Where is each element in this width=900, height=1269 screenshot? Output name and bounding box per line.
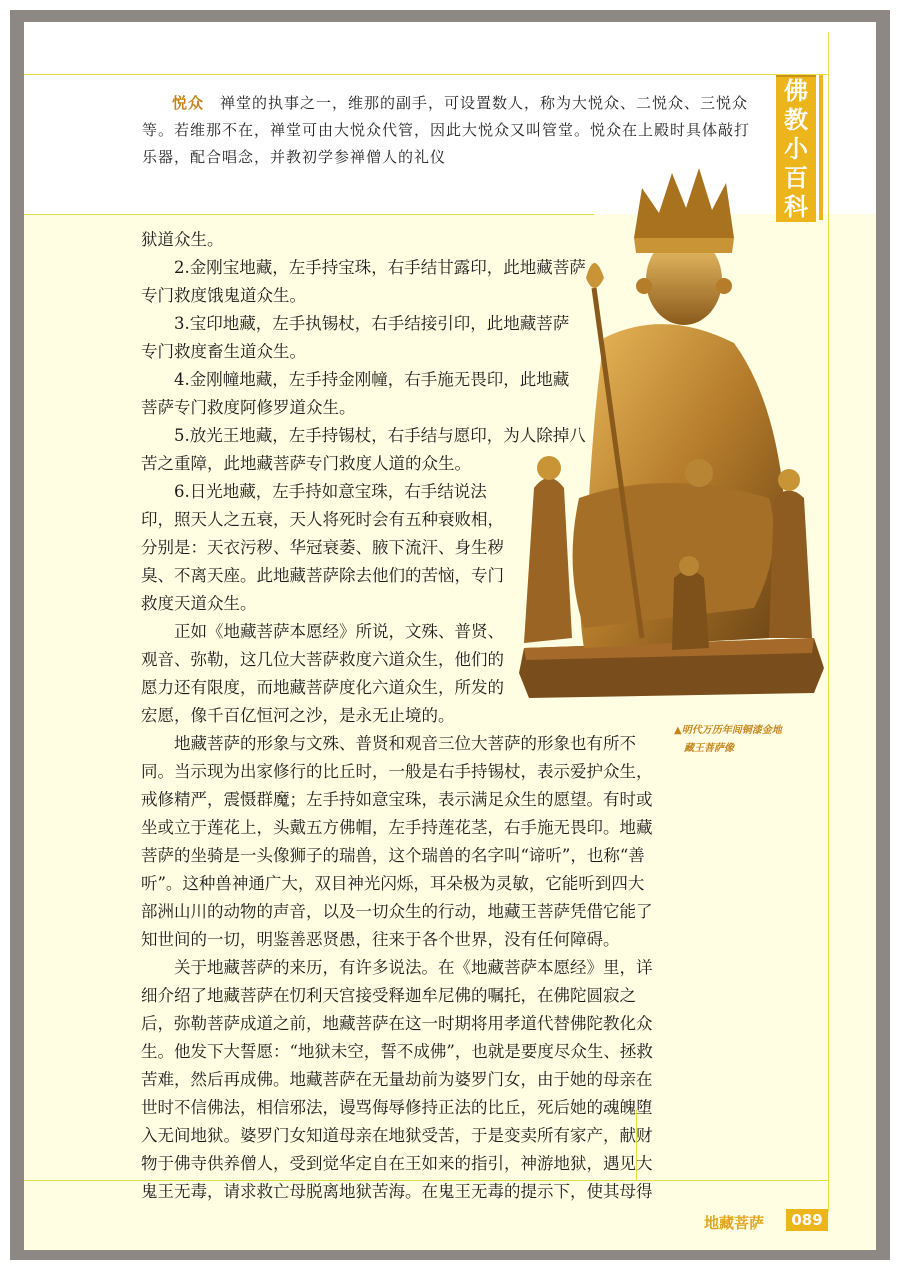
text-line: 专门救度饿鬼道众生。 — [141, 286, 306, 305]
text-line: 知世间的一切，明鉴善恶贤愚，往来于各个世界，没有任何障碍。 — [141, 930, 620, 949]
text-line: 部洲山川的动物的声音，以及一切众生的行动，地藏王菩萨凭借它能了 — [141, 902, 653, 921]
text-line: 戒修精严，震慑群魔；左手持如意宝珠，表示满足众生的愿望。有时或 — [141, 790, 653, 809]
text-line: 6.日光地藏，左手持如意宝珠，右手结说法 — [174, 482, 487, 501]
ksitigarbha-statue-image — [494, 168, 829, 728]
text-line: 狱道众生。 — [141, 230, 224, 249]
text-line: 3.宝印地藏，左手执锡杖，右手结接引印，此地藏菩萨 — [174, 314, 570, 333]
text-line: 4.金刚幢地藏，左手持金刚幢，右手施无畏印，此地藏 — [174, 370, 570, 389]
page-number: 089 — [786, 1209, 828, 1231]
text-line: 专门救度畜生道众生。 — [141, 342, 306, 361]
text-line: 愿力还有限度，而地藏菩萨度化六道众生，所发的 — [141, 678, 504, 697]
caption-line: 藏王菩萨像 — [684, 743, 734, 754]
series-tab-char: 小 — [784, 135, 808, 163]
text-line: 后，弥勒菩萨成道之前，地藏菩萨在这一时期将用孝道代替佛陀教化众 — [141, 1014, 653, 1033]
text-line: 生。他发下大誓愿：“地狱未空，誓不成佛”，也就是要度尽众生、拯救 — [141, 1042, 653, 1061]
caption-line: ▲明代万历年间铜漆金地 — [674, 725, 782, 736]
text-line: 菩萨的坐骑是一头像狮子的瑞兽，这个瑞兽的名字叫“谛听”，也称“善 — [141, 846, 645, 865]
text-line: 印，照天人之五衰，天人将死时会有五种衰败相， — [141, 510, 504, 529]
series-tab-char: 教 — [784, 106, 808, 134]
header-rule — [24, 74, 828, 75]
text-line: 分别是：天衣污秽、华冠衰萎、腋下流汗、身生秽 — [141, 538, 504, 557]
text-line: 细介绍了地藏菩萨在忉利天宫接受释迦牟尼佛的嘱托，在佛陀圆寂之 — [141, 986, 636, 1005]
text-line: 正如《地藏菩萨本愿经》所说，文殊、普贤、 — [174, 622, 504, 641]
text-line: 观音、弥勒，这几位大菩萨救度六道众生，他们的 — [141, 650, 504, 669]
text-line: 菩萨专门救度阿修罗道众生。 — [141, 398, 356, 417]
text-line: 宏愿，像千百亿恒河之沙，是永无止境的。 — [141, 706, 455, 725]
text-line: 苦之重障，此地藏菩萨专门救度人道的众生。 — [141, 454, 471, 473]
text-line: 苦难，然后再成佛。地藏菩萨在无量劫前为婆罗门女，由于她的母亲在 — [141, 1070, 653, 1089]
text-line: 物于佛寺供养僧人，受到觉华定自在王如来的指引，神游地狱，遇见大 — [141, 1154, 653, 1173]
text-line: 5.放光王地藏，左手持锡杖，右手结与愿印，为人除掉八 — [174, 426, 586, 445]
text-line: 2.金刚宝地藏，左手持宝珠，右手结甘露印，此地藏菩萨 — [174, 258, 586, 277]
text-line: 救度天道众生。 — [141, 594, 257, 613]
text-line: 关于地藏菩萨的来历，有许多说法。在《地藏菩萨本愿经》里，详 — [174, 958, 653, 977]
book-page — [24, 22, 876, 1250]
text-line: 听”。这种兽神通广大，双目神光闪烁，耳朵极为灵敏，它能听到四大 — [141, 874, 645, 893]
glossary-text: 禅堂的执事之一，维那的副手，可设置数人，称为大悦众、二悦众、三悦众 — [220, 94, 749, 112]
series-tab-char: 科 — [784, 193, 808, 221]
series-tab-char: 百 — [784, 164, 808, 192]
glossary-term: 悦众 — [172, 94, 205, 112]
text-line: 入无间地狱。婆罗门女知道母亲在地狱受苦，于是变卖所有家产，献财 — [141, 1126, 653, 1145]
text-line: 同。当示现为出家修行的比丘时，一般是右手持锡杖，表示爱护众生， — [141, 762, 653, 781]
text-line: 臭、不离天座。此地藏菩萨除去他们的苦恼，专门 — [141, 566, 504, 585]
text-line: 鬼王无毒，请求救亡母脱离地狱苦海。在鬼王无毒的提示下，使其母得 — [141, 1182, 653, 1201]
text-line: 世时不信佛法，相信邪法，谩骂侮辱修持正法的比丘，死后她的魂魄堕 — [141, 1098, 653, 1117]
glossary-text: 等。若维那不在，禅堂可由大悦众代管，因此大悦众又叫管堂。悦众在上殿时具体敲打 — [142, 121, 751, 139]
running-footer-title: 地藏菩萨 — [704, 1214, 765, 1232]
text-line: 地藏菩萨的形象与文殊、普贤和观音三位大菩萨的形象也有所不 — [174, 734, 636, 753]
series-tab-char: 佛 — [784, 77, 808, 105]
text-line: 坐或立于莲花上，头戴五方佛帽，左手持莲花茎，右手施无畏印。地藏 — [141, 818, 653, 837]
glossary-text: 乐器，配合唱念，并教初学参禅僧人的礼仪 — [142, 148, 447, 166]
